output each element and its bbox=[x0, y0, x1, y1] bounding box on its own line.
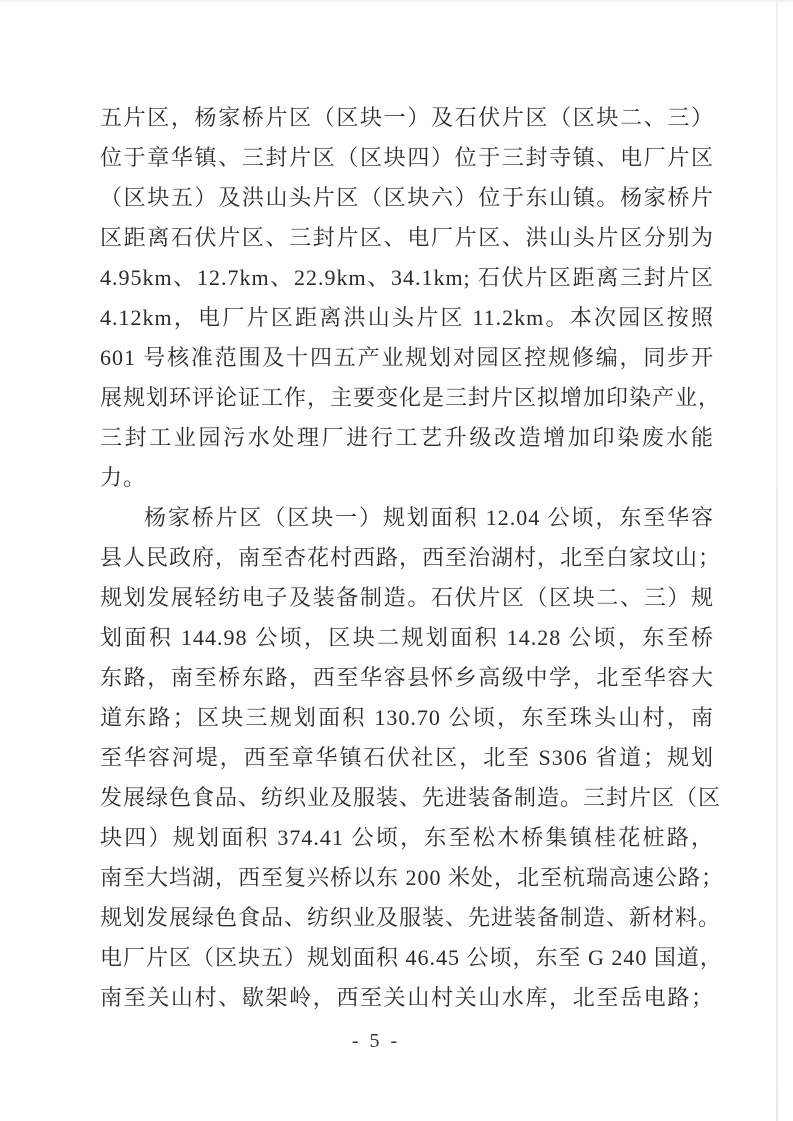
paragraph-2 bbox=[100, 498, 725, 1018]
text-line: 电厂片区（区块五）规划面积 46.45 公顷，东至 G 240 国道， bbox=[100, 945, 723, 970]
text-line: 至华容河堤，西至章华镇石伏社区，北至 S306 省道；规划 bbox=[100, 745, 714, 770]
text-line: （区块五）及洪山头片区（区块六）位于东山镇。杨家桥片 bbox=[100, 185, 714, 210]
text-line: 五片区，杨家桥片区（区块一）及石伏片区（区块二、三） bbox=[100, 105, 714, 130]
text-line: 道东路；区块三规划面积 130.70 公顷，东至珠头山村，南 bbox=[100, 705, 714, 730]
text-line: 规划发展轻纺电子及装备制造。石伏片区（区块二、三）规 bbox=[100, 585, 714, 610]
text-line: 601 号核准范围及十四五产业规划对园区控规修编，同步开 bbox=[100, 345, 714, 370]
text-line: 南至关山村、歇架岭，西至关山村关山水库，北至岳电路； bbox=[100, 985, 714, 1010]
page-number: - 5 - bbox=[351, 1030, 401, 1052]
text-line: 南至大垱湖，西至复兴桥以东 200 米处，北至杭瑞高速公路； bbox=[100, 865, 725, 890]
document-body bbox=[100, 98, 725, 1018]
text-line: 三封工业园污水处理厂进行工艺升级改造增加印染废水能 bbox=[100, 425, 714, 450]
scan-edge-right bbox=[776, 0, 778, 1121]
text-line: 力。 bbox=[100, 465, 147, 490]
text-line: 规划发展绿色食品、纺织业及服装、先进装备制造、新材料。 bbox=[100, 905, 722, 930]
text-line: 块四）规划面积 374.41 公顷，东至松木桥集镇桂花桩路， bbox=[100, 825, 714, 850]
paragraph-1 bbox=[100, 98, 722, 498]
text-line: 划面积 144.98 公顷，区块二规划面积 14.28 公顷，东至桥 bbox=[100, 625, 714, 650]
text-line: 4.12km，电厂片区距离洪山头片区 11.2km。本次园区按照 bbox=[100, 305, 714, 330]
text-line: 发展绿色食品、纺织业及服装、先进装备制造。三封片区（区 bbox=[100, 785, 722, 810]
text-line: 县人民政府，南至杏花村西路，西至治湖村，北至白家坟山； bbox=[100, 545, 722, 570]
text-line: 东路，南至桥东路，西至华容县怀乡高级中学，北至华容大 bbox=[100, 665, 714, 690]
text-line: 位于章华镇、三封片区（区块四）位于三封寺镇、电厂片区 bbox=[100, 145, 714, 170]
text-line: 展规划环评论证工作，主要变化是三封片区拟增加印染产业， bbox=[100, 385, 722, 410]
text-line: 4.95km、12.7km、22.9km、34.1km; 石伏片区距离三封片区 bbox=[100, 265, 714, 290]
text-line: 杨家桥片区（区块一）规划面积 12.04 公顷，东至华容 bbox=[144, 505, 714, 530]
text-line: 区距离石伏片区、三封片区、电厂片区、洪山头片区分别为 bbox=[100, 225, 714, 250]
scan-edge-top bbox=[0, 0, 793, 2]
